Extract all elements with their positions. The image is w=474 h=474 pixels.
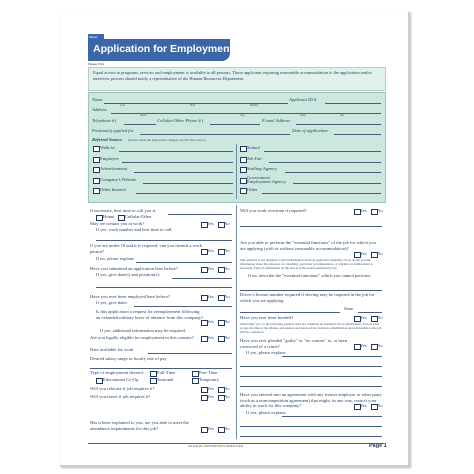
referral-left-field-1[interactable] <box>122 162 233 163</box>
submitted-dates-label: If yes, give date(s) and position(s): <box>96 272 161 277</box>
type-employment-label: Type of employment desired: <box>90 370 144 375</box>
seasonal-checkbox[interactable] <box>150 378 157 384</box>
may-contact-label: May we contact you at work? <box>90 221 145 226</box>
referral-left-checkbox-2[interactable] <box>93 167 100 173</box>
referral-right-checkbox-2[interactable] <box>240 167 247 173</box>
additional-info-label: If yes, additional information may be required. <box>100 328 186 333</box>
referral-right-field-2[interactable] <box>285 172 381 173</box>
license-state-field[interactable] <box>358 312 382 313</box>
essential-functions-label: Are you able to perform the "essential functions" of the job for which you are applying (with or without reasonable accommodation)? <box>240 240 376 251</box>
date-of-application-label: Date of application <box>292 128 328 133</box>
title-bar <box>88 39 234 61</box>
work-number-field[interactable] <box>96 240 232 241</box>
referral-left-label-3: Company's Website <box>100 176 137 182</box>
referral-right-checkbox-1[interactable] <box>240 157 247 163</box>
license-field[interactable] <box>240 312 340 313</box>
agreement-explain-field-3[interactable] <box>240 436 382 437</box>
relocate-label: Will you relocate if job requires it? <box>90 386 155 391</box>
pleaded-explain-field-2[interactable] <box>240 366 382 367</box>
name-label: Name <box>92 97 103 102</box>
pleaded-explain-field-3[interactable] <box>240 376 382 377</box>
employed-dates-field[interactable] <box>134 306 232 307</box>
salary-label: Desired salary range or hourly rate of pay <box>90 356 167 361</box>
referral-left-checkbox-0[interactable] <box>93 146 100 152</box>
full-time-checkbox[interactable] <box>150 371 157 377</box>
address-label: Address <box>92 107 107 112</box>
essential-describe-field[interactable] <box>240 290 382 291</box>
referral-right-label-3: Government Employment Agency <box>247 174 286 185</box>
travel-label: Will you travel if job requires it? <box>90 394 151 399</box>
employed-before-label: Have you ever been employed here before? <box>90 294 170 299</box>
referral-left-label-2: Advertisement <box>100 166 128 171</box>
referral-right-checkbox-0[interactable] <box>240 146 247 152</box>
email-label: E-mail Address <box>262 118 291 123</box>
referral-source-label: Referral Source <box>92 137 123 142</box>
pleaded-label: Have you ever pleaded "guilty" or "no contest" to, or been convicted of a crime? <box>240 338 348 349</box>
page-number: Page 1 <box>369 443 387 449</box>
referral-right-label-0: School <box>247 145 260 150</box>
positions-field[interactable] <box>140 134 290 135</box>
part-time-checkbox[interactable] <box>192 371 199 377</box>
pleaded-explain-label: If yes, please explain: <box>246 350 287 355</box>
column-divider <box>236 205 237 439</box>
referral-right-label-4: Other <box>247 187 258 192</box>
agreement-explain-label: If yes, please explain: <box>246 410 287 415</box>
print-label: Please Print <box>88 62 105 66</box>
state-tab: Maine <box>88 34 104 39</box>
referral-left-field-0[interactable] <box>119 151 233 152</box>
license-label: Driver's license number required if driving may be required in the job for which you are applying. <box>240 292 375 303</box>
referral-left-field-2[interactable] <box>134 172 233 173</box>
positions-label: Position(s) applied for <box>92 128 134 133</box>
submitted-before-label: Have you submitted an application here before? <box>90 266 179 271</box>
referral-note: (Please check the appropriate category and list the source.) <box>128 138 206 142</box>
work-permit-explain-label: If no, please explain: <box>96 256 135 261</box>
eeo-statement: AN EQUAL OPPORTUNITY EMPLOYER <box>188 444 243 448</box>
best-time-label: If necessary, best time to call you is <box>90 208 156 213</box>
educational-co-op-checkbox[interactable] <box>96 378 103 384</box>
employed-dates-label: If yes, give dates <box>96 300 128 305</box>
bonded-label: Have you ever been bonded? <box>240 315 294 320</box>
submitted-dates-field-2[interactable] <box>96 287 232 288</box>
date-of-application-field[interactable] <box>334 134 381 135</box>
referral-left-checkbox-3[interactable] <box>93 178 100 184</box>
legally-eligible-label: Are you legally eligible for employment in this country? <box>90 335 194 340</box>
essential-describe-label: If no, describe the "essential functions" which you cannot perform: <box>248 273 372 278</box>
equal-access-text: Equal access to programs, services and employment is available to all persons. Those applicants requiring reasonable accommodation to the application and/or interview process should notify a representative of the Human Resources Department. <box>93 70 372 81</box>
telephone-label: Telephone # ( <box>92 118 117 123</box>
date-available-field[interactable] <box>148 353 232 354</box>
referral-left-label-1: Employee <box>100 155 119 161</box>
temporary-checkbox[interactable] <box>192 378 199 384</box>
referral-right-field-4[interactable] <box>262 193 381 194</box>
agreement-explain-field-2[interactable] <box>240 426 382 427</box>
overtime-field[interactable] <box>240 226 382 227</box>
work-permit-explain-field[interactable] <box>136 262 232 263</box>
attendance-label: Has it been explained to you, are you able to meet the attendance requirements for this job? <box>90 420 189 431</box>
essential-fine-print: This question is not designed to elicit information about an applicant's disability. If you do not provide information about the existence of a disability, particular accommodation, or whether accommodation is necessary. Entry of information on this line is to the extent permitted by law. <box>240 258 373 270</box>
pleaded-explain-field-4[interactable] <box>240 386 382 387</box>
pleaded-explain-field[interactable] <box>282 356 382 357</box>
page-title: Application for Employment <box>93 43 234 55</box>
referral-left-field-3[interactable] <box>143 183 233 184</box>
name-field[interactable] <box>104 103 288 104</box>
applicant-id-label: Applicant ID # <box>289 97 317 102</box>
work-number-label: If yes, work number and best time to call <box>96 227 172 232</box>
agreement-explain-field[interactable] <box>282 416 382 417</box>
referral-right-field-0[interactable] <box>264 151 381 152</box>
referral-right-label-1: Job Fair <box>247 155 262 161</box>
overtime-label: Will you work overtime if required? <box>240 208 307 213</box>
referral-left-label-0: Walk-in <box>100 145 115 150</box>
cellular-label: Cellular/Other Phone # ( <box>157 118 204 123</box>
equal-access-box <box>88 67 386 91</box>
referral-left-label-4: Other Internet <box>100 187 126 192</box>
referral-left-checkbox-1[interactable] <box>93 157 100 163</box>
date-available-label: Date available for work <box>90 347 134 352</box>
referral-divider <box>236 144 237 199</box>
referral-right-label-2: Staffing Agency <box>247 166 277 171</box>
license-state-label: State <box>344 306 354 311</box>
applicant-info-section <box>88 92 386 203</box>
telephone-field[interactable] <box>124 124 156 125</box>
referral-right-field-3[interactable] <box>293 183 381 184</box>
salary-field[interactable] <box>90 368 232 369</box>
reemployment-label: Is this application a request for reemployment following an extended military leave of absence from this company? <box>96 309 204 320</box>
best-time-field[interactable] <box>168 214 232 215</box>
agreement-label: Have you entered into an agreement with any former employer or other party (such as a noncompetition agreement) that might, in any way, restrict your ability to work for this company? <box>240 392 382 408</box>
referral-left-field-4[interactable] <box>136 193 233 194</box>
submitted-dates-field[interactable] <box>172 278 232 279</box>
applicant-id-field[interactable] <box>325 103 381 104</box>
referral-right-field-1[interactable] <box>269 162 381 163</box>
bonded-note: Answering "yes" to the following question does not constitute an automatic bar to employment. Factors such as age, the time of the offense, seriousness and nature of the violation, rehabilitation and relationship to the job will be considered. <box>240 322 382 334</box>
referral-right-checkbox-3[interactable] <box>240 178 247 184</box>
referral-right-checkbox-4[interactable] <box>240 188 247 194</box>
email-field[interactable] <box>296 124 381 125</box>
cellular-field[interactable] <box>210 124 260 125</box>
referral-left-checkbox-4[interactable] <box>93 188 100 194</box>
work-permit-label: If you are under 18 and it is required, can you furnish a work permit? <box>90 243 203 254</box>
